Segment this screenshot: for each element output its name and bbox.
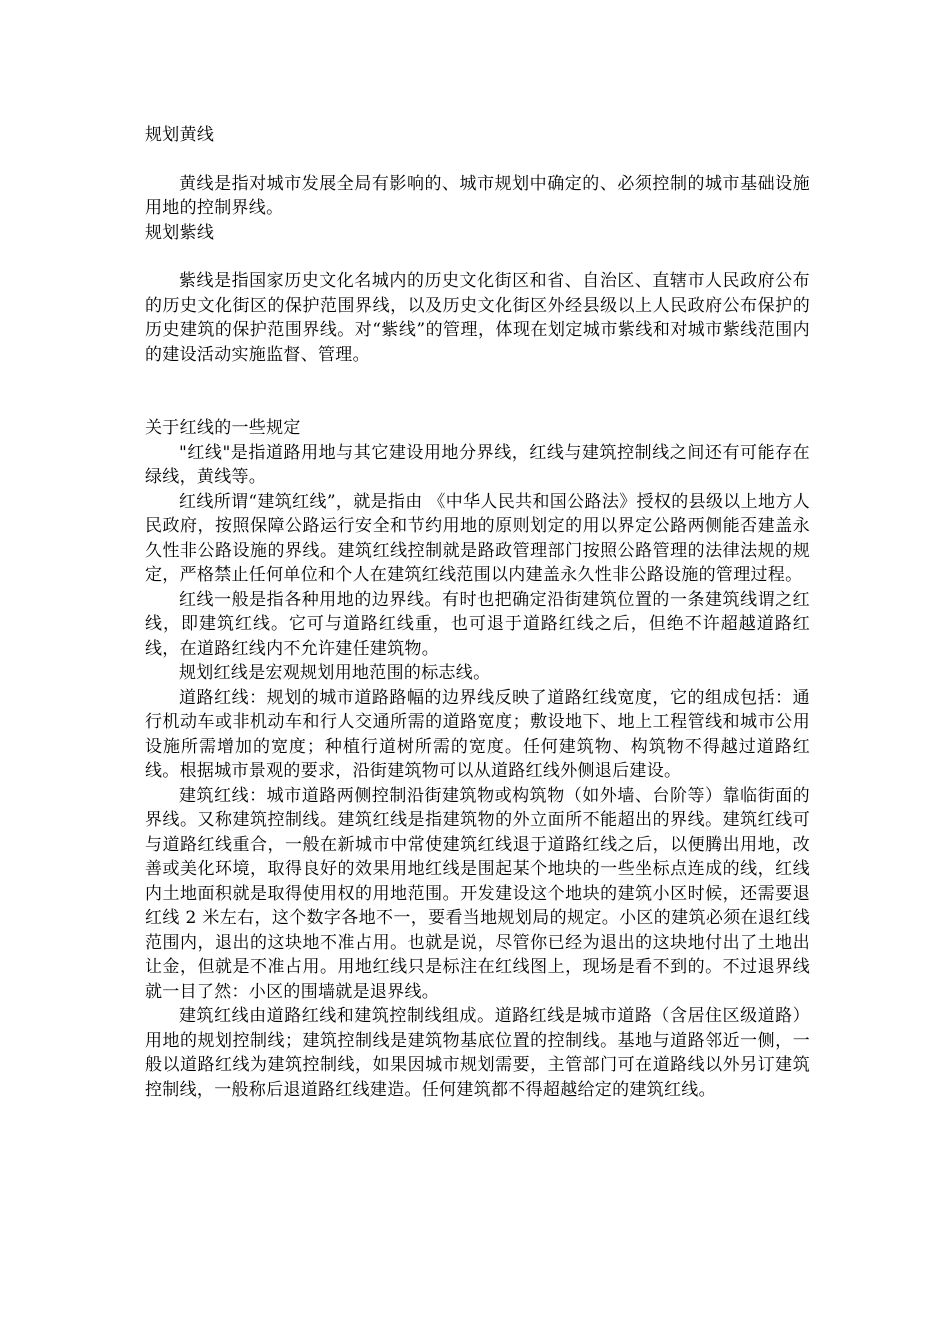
document-body [145, 123, 810, 1102]
yellow-line-heading: 规划黄线 [145, 125, 215, 145]
red-line-paragraph: 建筑红线由道路红线和建筑控制线组成。道路红线是城市道路（含居住区级道路）用地的规划控制线；建筑控制线是建筑物基底位置的控制线。基地与道路邻近一侧，一般以道路红线为建筑控制线，如果因城市规划需要，主管部门可在道路线以外另订建筑控制线，一般称后退道路红线建造。任何建筑都不得超越给定的建筑红线。 [145, 1006, 810, 1100]
red-line-paragraph: 红线一般是指各种用地的边界线。有时也把确定沿街建筑位置的一条建筑线谓之红线，即建筑红线。它可与道路红线重，也可退于道路红线之后，但绝不许超越道路红线，在道路红线内不允许建任建筑物。 [145, 589, 810, 659]
red-line-heading: 关于红线的一些规定 [145, 418, 301, 438]
red-line-paragraph: 规划红线是宏观规划用地范围的标志线。 [179, 663, 491, 683]
red-line-paragraph: 建筑红线：城市道路两侧控制沿街建筑物或构筑物（如外墙、台阶等）靠临街面的界线。又称建筑控制线。建筑红线是指建筑物的外立面所不能超出的界线。建筑红线可与道路红线重合，一般在新城市中常使建筑红线退于道路红线之后，以便腾出用地，改善或美化环境，取得良好的效果用地红线是围起某个地块的一些坐标点连成的线，红线内土地面积就是取得使用权的用地范围。开发建设这个地块的建筑小区时候，还需要退红线 2 米左右，这个数字各地不一，要看当地规划局的规定。小区的建筑必须在退红线范围内，退出的这块地不准占用。也就是说，尽管你已经为退出的这块地付出了土地出让金，但就是不准占用。用地红线只是标注在红线图上，现场是看不到的。不过退界线就一目了然：小区的围墙就是退界线。 [145, 785, 810, 1002]
spacer [145, 148, 810, 172]
red-line-paragraph: 道路红线：规划的城市道路路幅的边界线反映了道路红线宽度，它的组成包括：通行机动车或非机动车和行人交通所需的道路宽度；敷设地下、地上工程管线和城市公用设施所需增加的宽度；种植行道树所需的宽度。任何建筑物、构筑物不得越过道路红线。根据城市景观的要求，沿街建筑物可以从道路红线外侧退后建设。 [145, 687, 810, 781]
yellow-line-paragraph: 黄线是指对城市发展全局有影响的、城市规划中确定的、必须控制的城市基础设施用地的控制界线。 [145, 173, 810, 218]
spacer [145, 245, 810, 269]
red-line-paragraph: 红线所谓“建筑红线”，就是指由 《中华人民共和国公路法》授权的县级以上地方人民政府，按照保障公路运行安全和节约用地的原则划定的用以界定公路两侧能否建盖永久性非公路设施的界线。建筑红线控制就是路政管理部门按照公路管理的法律法规的规定，严格禁止任何单位和个人在建筑红线范围以内建盖永久性非公路设施的管理过程。 [145, 491, 810, 585]
spacer [145, 367, 810, 416]
purple-line-paragraph: 紫线是指国家历史文化名城内的历史文化街区和省、自治区、直辖市人民政府公布的历史文化街区的保护范围界线，以及历史文化街区外经县级以上人民政府公布保护的历史建筑的保护范围界线。对“紫线”的管理，体现在划定城市紫线和对城市紫线范围内的建设活动实施监督、管理。 [145, 271, 810, 365]
red-line-paragraph: "红线"是指道路用地与其它建设用地分界线，红线与建筑控制线之间还有可能存在绿线，黄线等。 [145, 442, 810, 487]
purple-line-heading: 规划紫线 [145, 222, 215, 243]
